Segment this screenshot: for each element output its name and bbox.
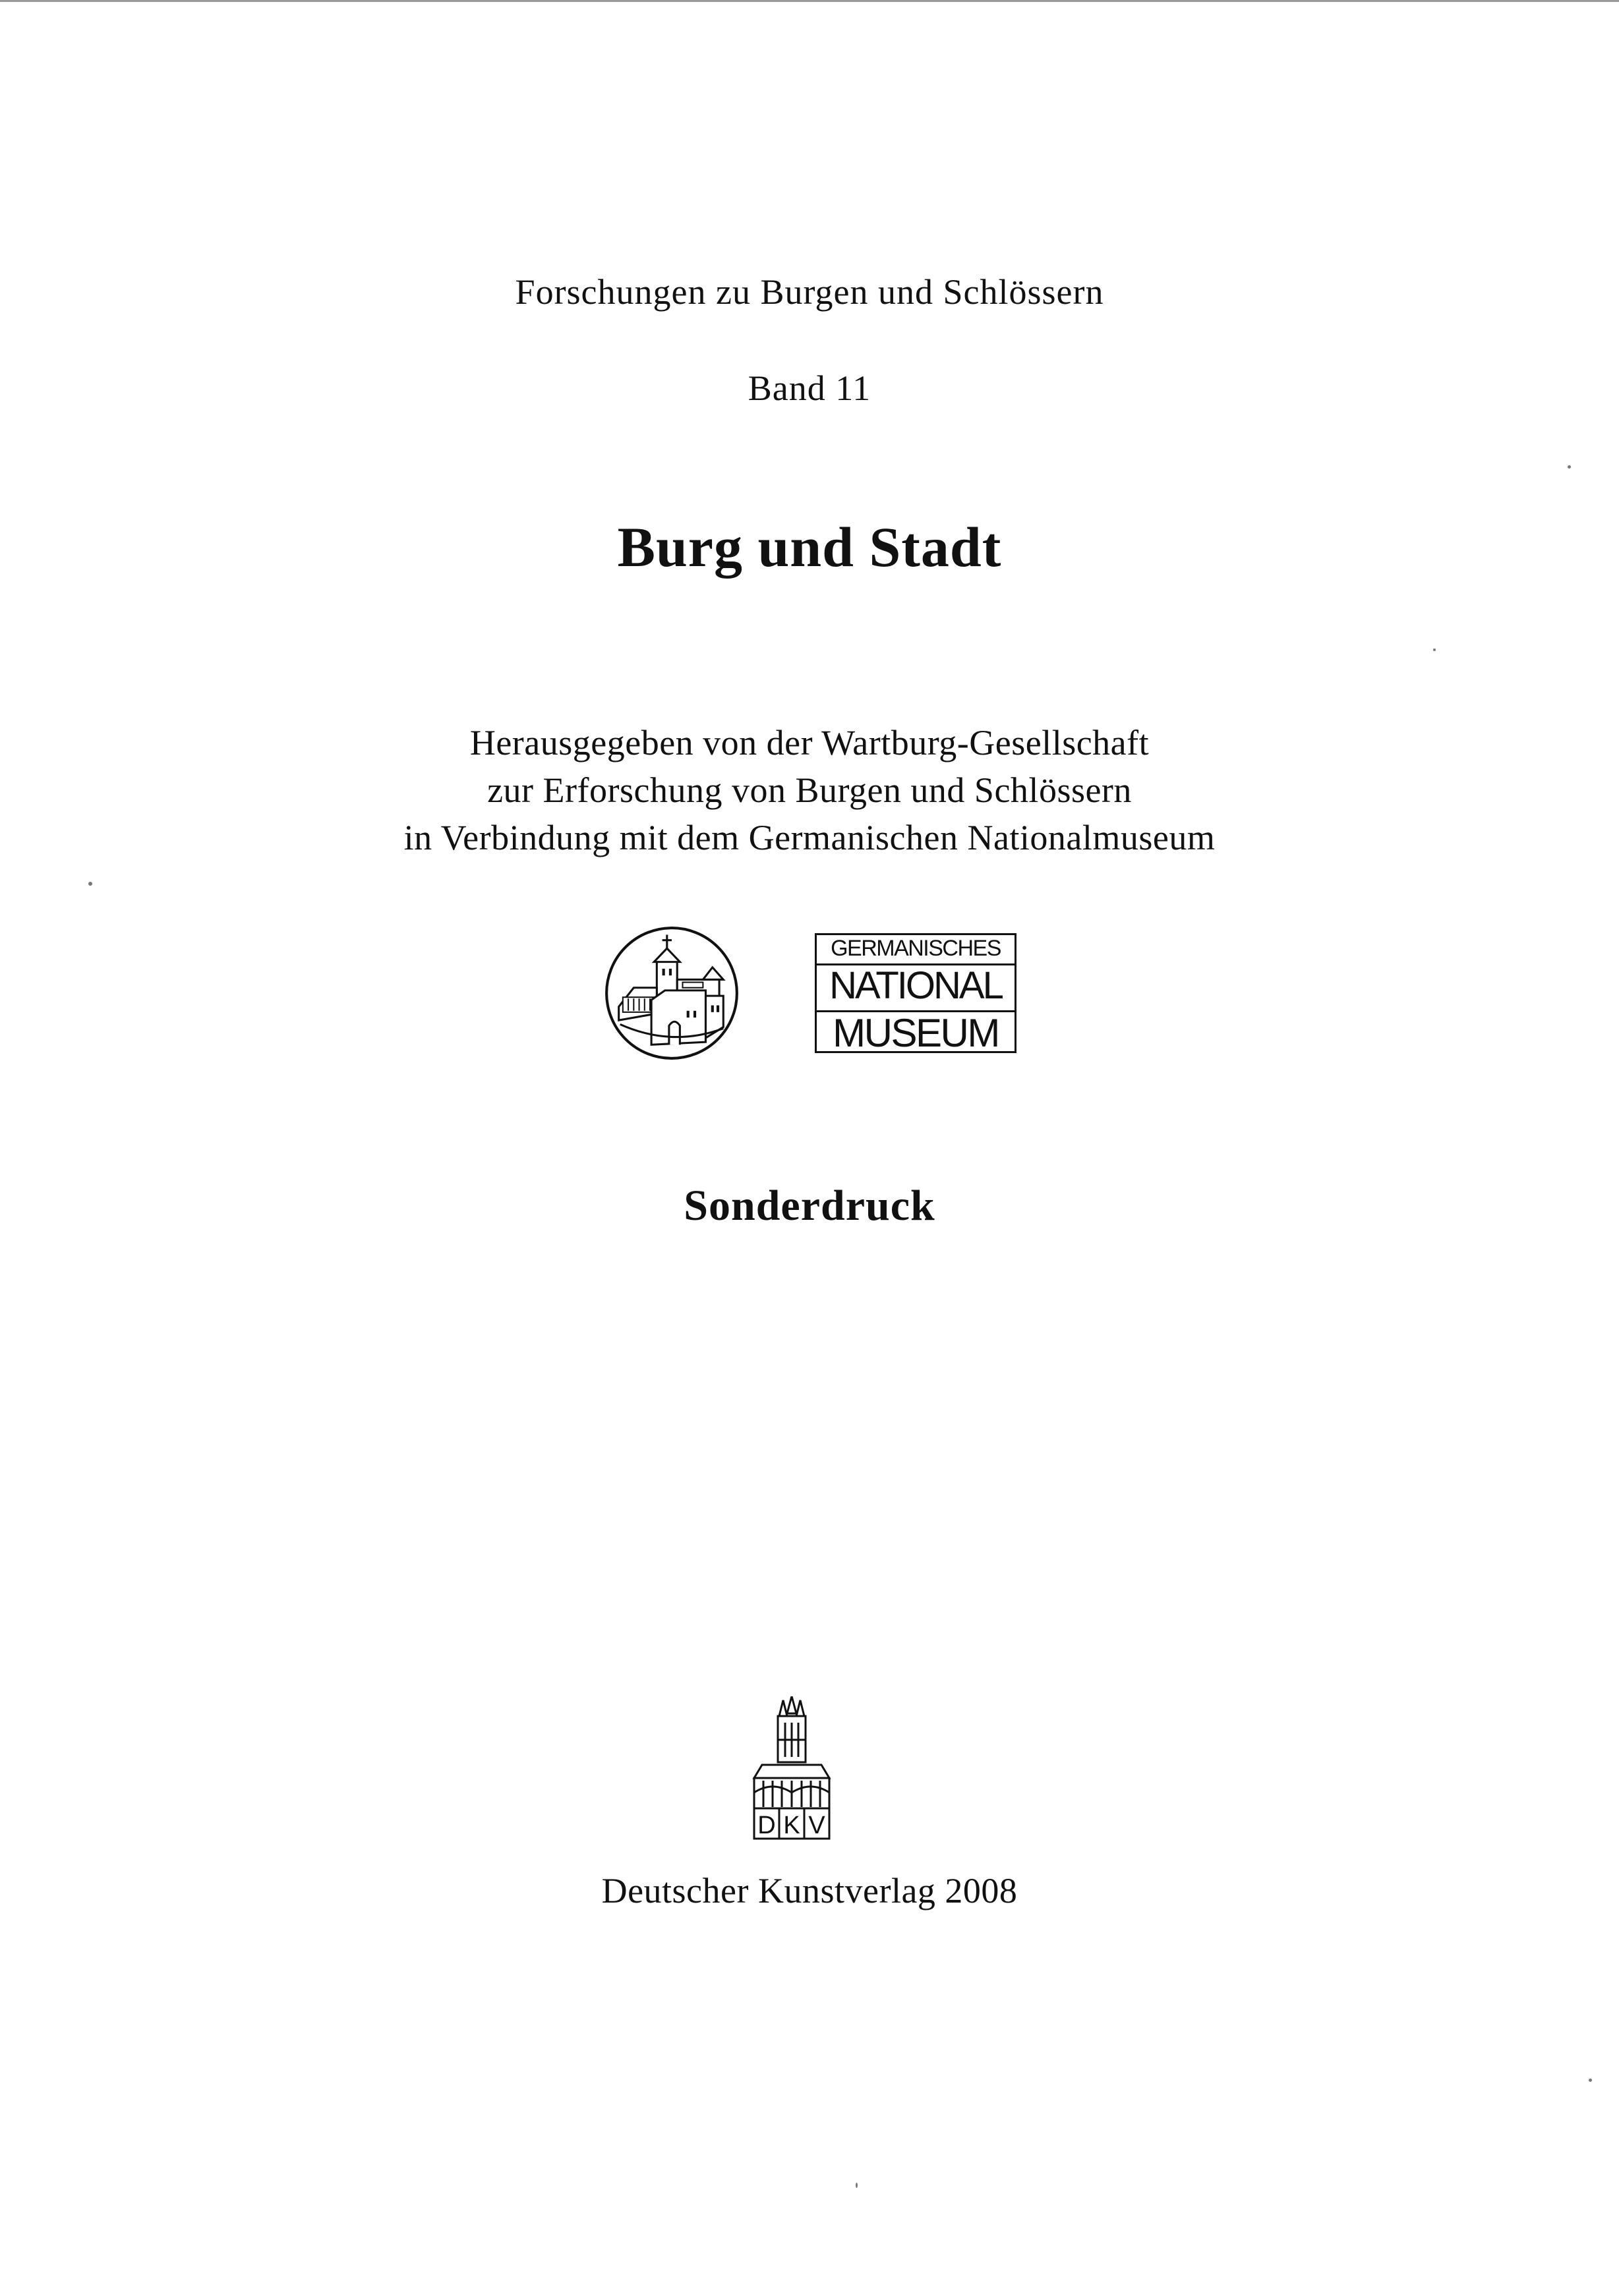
scan-speck bbox=[1568, 465, 1571, 469]
editor-line-3: in Verbindung mit dem Germanischen Nationalmuseum bbox=[403, 818, 1216, 857]
dkv-letter-k: K bbox=[783, 1812, 800, 1839]
gnm-line-1: GERMANISCHES bbox=[817, 935, 1015, 965]
book-title: Burg und Stadt bbox=[617, 515, 1002, 579]
scan-speck bbox=[1433, 648, 1436, 651]
gnm-line-3: MUSEUM bbox=[817, 1010, 1015, 1056]
scan-speck bbox=[88, 882, 92, 886]
gnm-wordmark-logo bbox=[815, 933, 1016, 1053]
scan-speck bbox=[856, 2183, 858, 2188]
scan-speck bbox=[1589, 2079, 1592, 2082]
editor-line-2: zur Erforschung von Burgen und Schlössern bbox=[487, 770, 1132, 810]
wartburg-society-seal-icon bbox=[604, 925, 740, 1061]
volume-number: Band 11 bbox=[748, 368, 871, 408]
publisher-line: Deutscher Kunstverlag 2008 bbox=[601, 1871, 1018, 1910]
series-title: Forschungen zu Burgen und Schlössern bbox=[515, 272, 1104, 312]
dkv-letter-d: D bbox=[757, 1812, 776, 1839]
dkv-letter-v: V bbox=[808, 1812, 825, 1839]
offprint-label: Sonderdruck bbox=[684, 1182, 935, 1230]
scan-edge-line bbox=[0, 0, 1619, 2]
editor-line-1: Herausgegeben von der Wartburg-Gesellschaft bbox=[469, 723, 1150, 762]
dkv-cathedral-icon bbox=[749, 1696, 835, 1841]
gnm-line-2: NATIONAL bbox=[829, 964, 1002, 1007]
